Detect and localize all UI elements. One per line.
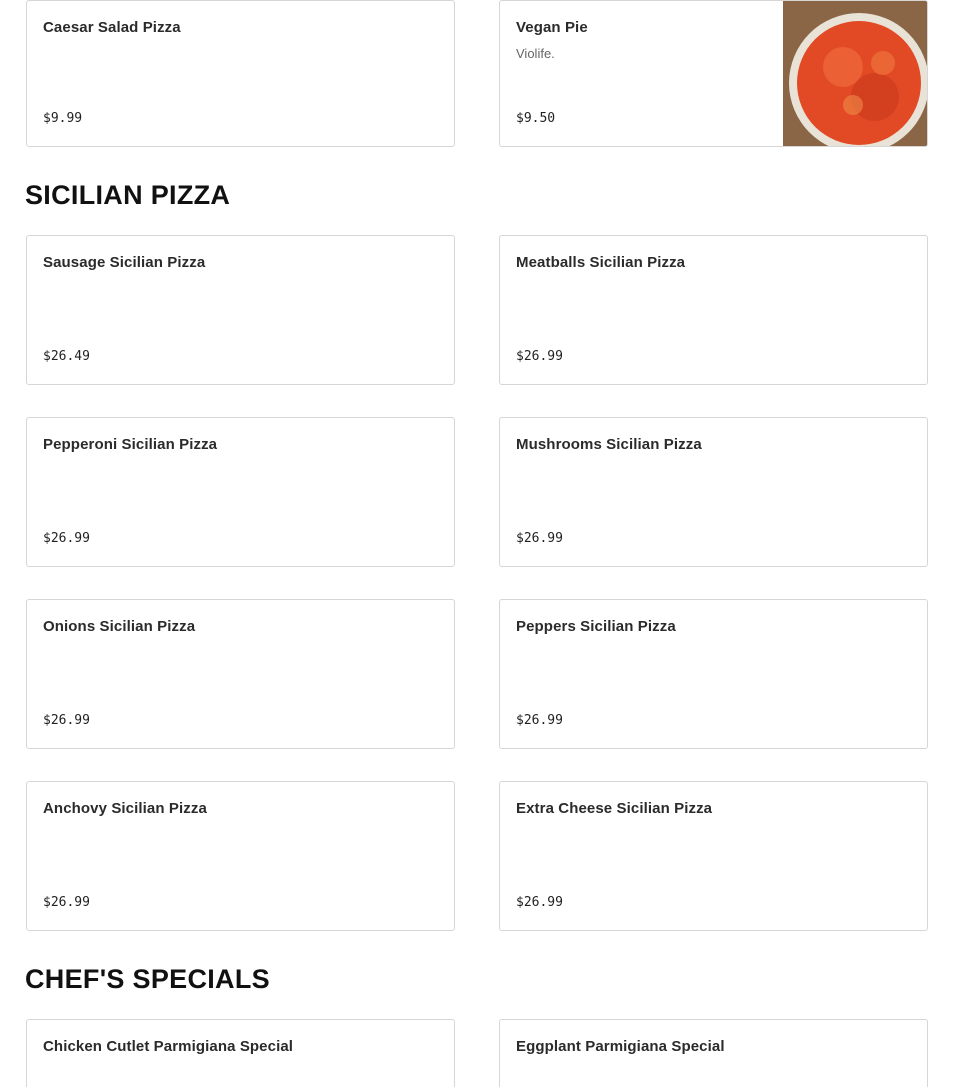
item-name: Extra Cheese Sicilian Pizza	[516, 800, 713, 817]
item-price: $26.99	[516, 713, 563, 728]
item-description: Violife.	[516, 46, 555, 61]
menu-item-card[interactable]	[26, 781, 455, 931]
item-name: Eggplant Parmigiana Special	[516, 1038, 725, 1055]
item-name: Anchovy Sicilian Pizza	[43, 800, 207, 817]
item-name: Onions Sicilian Pizza	[43, 618, 196, 635]
menu-item-card[interactable]	[26, 417, 455, 567]
item-price: $26.49	[43, 349, 90, 364]
section-title-sicilian-pizza: SICILIAN PIZZA	[25, 180, 231, 210]
item-price: $26.99	[43, 895, 90, 910]
menu-item-card[interactable]	[499, 235, 928, 385]
menu-item-card[interactable]	[26, 599, 455, 749]
pizza-image	[783, 1, 927, 147]
item-price: $26.99	[43, 531, 90, 546]
section-title-chefs-specials: CHEF'S SPECIALS	[25, 964, 270, 994]
menu-item-card[interactable]	[26, 0, 455, 147]
menu-item-card[interactable]	[26, 1019, 455, 1087]
menu-item-card[interactable]	[26, 235, 455, 385]
item-name: Peppers Sicilian Pizza	[516, 618, 676, 635]
item-price: $26.99	[516, 895, 563, 910]
menu-item-card[interactable]	[499, 0, 928, 147]
item-name: Chicken Cutlet Parmigiana Special	[43, 1038, 294, 1055]
item-name: Vegan Pie	[516, 19, 588, 36]
menu-item-card[interactable]	[499, 781, 928, 931]
item-price: $9.99	[43, 111, 83, 126]
item-price: $26.99	[516, 531, 563, 546]
item-price: $26.99	[43, 713, 90, 728]
item-name: Sausage Sicilian Pizza	[43, 254, 206, 271]
item-price: $9.50	[516, 111, 556, 126]
menu-item-card[interactable]	[499, 417, 928, 567]
item-name: Pepperoni Sicilian Pizza	[43, 436, 218, 453]
item-price: $26.99	[516, 349, 563, 364]
pizza-photo	[783, 1, 927, 147]
menu-item-card[interactable]	[499, 599, 928, 749]
item-name: Caesar Salad Pizza	[43, 19, 181, 36]
item-name: Mushrooms Sicilian Pizza	[516, 436, 702, 453]
menu-item-card[interactable]	[499, 1019, 928, 1087]
item-name: Meatballs Sicilian Pizza	[516, 254, 686, 271]
